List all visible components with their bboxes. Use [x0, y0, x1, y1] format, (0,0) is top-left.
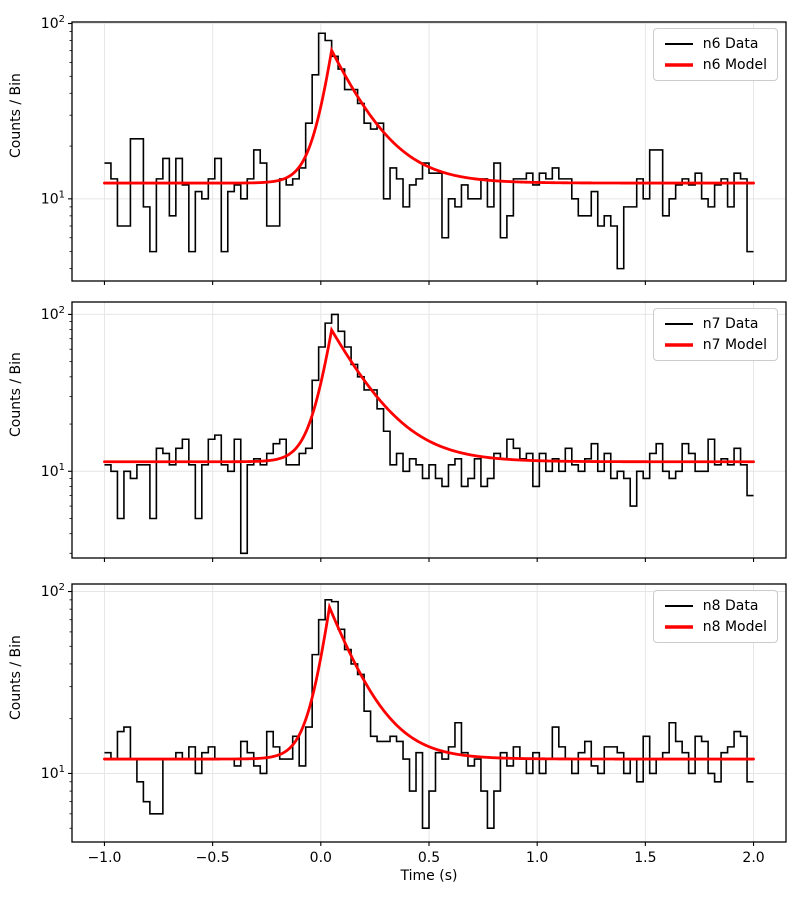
- legend-n6: [653, 28, 778, 81]
- y-ticks: [41, 582, 72, 828]
- x-tick-label: −1.0: [87, 850, 122, 866]
- y-tick-label: $10^1$: [40, 189, 65, 208]
- legend-entry-n6-model: [664, 57, 767, 73]
- x-tick-label: 1.5: [634, 850, 657, 866]
- x-tick-label: −0.5: [195, 850, 230, 866]
- legend-swatch-line-icon: [664, 318, 694, 330]
- x-tick-label: 0.5: [417, 850, 441, 866]
- x-tick-label: 1.0: [526, 850, 549, 866]
- x-tick-label: 0.0: [309, 850, 332, 866]
- x-axis-label: Time (s): [400, 868, 458, 884]
- y-axis-label-n8: Counts / Bin: [8, 635, 24, 720]
- y-axis-label-n6: Counts / Bin: [8, 73, 24, 158]
- legend-label-n6-model: n6 Model: [702, 57, 767, 73]
- legend-swatch-line-icon: [664, 600, 694, 612]
- legend-label-n7-data: n7 Data: [702, 316, 759, 332]
- y-ticks: [41, 305, 72, 553]
- legend-entry-n7-model: [664, 337, 767, 353]
- legend-entry-n7-data: [664, 316, 767, 332]
- y-tick-label: $10^1$: [40, 763, 65, 782]
- y-ticks: [41, 14, 72, 269]
- legend-n7: [653, 308, 778, 361]
- legend-label-n8-data: n8 Data: [702, 598, 759, 614]
- legend-entry-n8-model: [664, 619, 767, 635]
- y-axis-label-n7: Counts / Bin: [8, 352, 24, 437]
- legend-swatch-line-icon: [664, 339, 694, 351]
- legend-label-n7-model: n7 Model: [702, 337, 767, 353]
- legend-swatch-line-icon: [664, 59, 694, 71]
- legend-entry-n8-data: [664, 598, 767, 614]
- x-tick-label: 2.0: [742, 850, 765, 866]
- legend-swatch-line-icon: [664, 38, 694, 50]
- y-tick-label: $10^2$: [40, 582, 65, 601]
- x-tick-labels: [87, 850, 764, 866]
- legend-swatch-line-icon: [664, 621, 694, 633]
- legend-label-n8-model: n8 Model: [702, 619, 767, 635]
- y-tick-label: $10^2$: [40, 304, 65, 323]
- legend-label-n6-data: n6 Data: [702, 36, 759, 52]
- y-tick-label: $10^2$: [40, 14, 65, 33]
- legend-n8: [653, 590, 778, 643]
- y-tick-label: $10^1$: [40, 461, 65, 480]
- legend-entry-n6-data: [664, 36, 767, 52]
